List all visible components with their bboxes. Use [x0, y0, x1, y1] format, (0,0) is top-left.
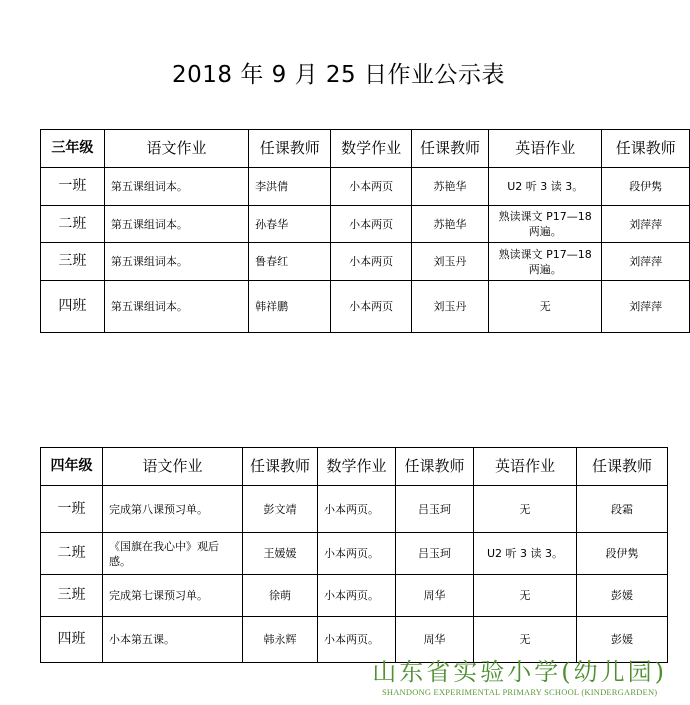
- column-header: 数学作业: [318, 448, 396, 486]
- english-homework-cell: U2 听 3 读 3。: [489, 168, 602, 206]
- teacher-cell: 刘玉丹: [411, 243, 488, 281]
- teacher-cell: 刘萍萍: [602, 206, 690, 243]
- table-header-row: [41, 130, 690, 168]
- math-homework-cell: 小本两页: [331, 168, 411, 206]
- class-cell: 一班: [41, 486, 103, 533]
- english-homework-cell: 无: [474, 486, 577, 533]
- table-row: [41, 617, 668, 663]
- teacher-cell: 刘萍萍: [602, 243, 690, 281]
- class-cell: 三班: [41, 575, 103, 617]
- class-cell: 三班: [41, 243, 105, 281]
- math-homework-cell: 小本两页: [331, 206, 411, 243]
- column-header: 语文作业: [104, 130, 248, 168]
- teacher-cell: 彭媛: [577, 617, 668, 663]
- teacher-cell: 周华: [396, 617, 474, 663]
- class-cell: 四班: [41, 281, 105, 333]
- table-row: [41, 168, 690, 206]
- teacher-cell: 段伊隽: [602, 168, 690, 206]
- class-cell: 二班: [41, 533, 103, 575]
- table-row: [41, 486, 668, 533]
- math-homework-cell: 小本两页。: [318, 575, 396, 617]
- column-header: 任课教师: [602, 130, 690, 168]
- class-cell: 一班: [41, 168, 105, 206]
- math-homework-cell: 小本两页: [331, 243, 411, 281]
- page-title: 2018 年 9 月 25 日作业公示表: [172, 62, 505, 88]
- teacher-cell: 苏艳华: [411, 168, 488, 206]
- column-header: 英语作业: [474, 448, 577, 486]
- teacher-cell: 韩永辉: [243, 617, 318, 663]
- teacher-cell: 苏艳华: [411, 206, 488, 243]
- grade4-homework-table: [40, 447, 668, 663]
- teacher-cell: 鲁春红: [249, 243, 331, 281]
- english-homework-cell: 无: [474, 575, 577, 617]
- grade-label: 四年级: [41, 448, 103, 486]
- table-row: [41, 243, 690, 281]
- teacher-cell: 段伊隽: [577, 533, 668, 575]
- teacher-cell: 彭文靖: [243, 486, 318, 533]
- column-header: 任课教师: [577, 448, 668, 486]
- teacher-cell: 段霜: [577, 486, 668, 533]
- english-homework-cell: 无: [474, 617, 577, 663]
- table-row: [41, 575, 668, 617]
- teacher-cell: 李洪倩: [249, 168, 331, 206]
- table-row: [41, 281, 690, 333]
- teacher-cell: 徐萌: [243, 575, 318, 617]
- teacher-cell: 彭媛: [577, 575, 668, 617]
- chinese-homework-cell: 第五课组词本。: [104, 243, 248, 281]
- english-homework-cell: 熟读课文 P17—18 两遍。: [489, 243, 602, 281]
- table-row: [41, 206, 690, 243]
- english-homework-cell: 熟读课文 P17—18 两遍。: [489, 206, 602, 243]
- teacher-cell: 王媛媛: [243, 533, 318, 575]
- math-homework-cell: 小本两页: [331, 281, 411, 333]
- chinese-homework-cell: 完成第八课预习单。: [103, 486, 243, 533]
- column-header: 任课教师: [249, 130, 331, 168]
- school-logo-watermark: [372, 658, 667, 698]
- english-homework-cell: 无: [489, 281, 602, 333]
- column-header: 任课教师: [411, 130, 488, 168]
- class-cell: 二班: [41, 206, 105, 243]
- column-header: 语文作业: [103, 448, 243, 486]
- chinese-homework-cell: 第五课组词本。: [104, 168, 248, 206]
- teacher-cell: 孙春华: [249, 206, 331, 243]
- chinese-homework-cell: 第五课组词本。: [104, 281, 248, 333]
- column-header: 数学作业: [331, 130, 411, 168]
- chinese-homework-cell: 小本第五课。: [103, 617, 243, 663]
- teacher-cell: 刘玉丹: [411, 281, 488, 333]
- chinese-homework-cell: 第五课组词本。: [104, 206, 248, 243]
- school-name-english: SHANDONG EXPERIMENTAL PRIMARY SCHOOL (KINDERGARDEN): [381, 687, 658, 697]
- teacher-cell: 吕玉珂: [396, 486, 474, 533]
- english-homework-cell: U2 听 3 读 3。: [474, 533, 577, 575]
- math-homework-cell: 小本两页。: [318, 617, 396, 663]
- table-row: [41, 533, 668, 575]
- school-name-chinese: 山东省实验小学(幼儿园): [372, 658, 667, 686]
- table-header-row: [41, 448, 668, 486]
- grade3-homework-table: [40, 129, 690, 333]
- teacher-cell: 韩祥鹏: [249, 281, 331, 333]
- teacher-cell: 刘萍萍: [602, 281, 690, 333]
- column-header: 英语作业: [489, 130, 602, 168]
- teacher-cell: 吕玉珂: [396, 533, 474, 575]
- column-header: 任课教师: [243, 448, 318, 486]
- chinese-homework-cell: 完成第七课预习单。: [103, 575, 243, 617]
- class-cell: 四班: [41, 617, 103, 663]
- chinese-homework-cell: 《国旗在我心中》观后感。: [103, 533, 243, 575]
- math-homework-cell: 小本两页。: [318, 486, 396, 533]
- column-header: 任课教师: [396, 448, 474, 486]
- math-homework-cell: 小本两页。: [318, 533, 396, 575]
- grade-label: 三年级: [41, 130, 105, 168]
- teacher-cell: 周华: [396, 575, 474, 617]
